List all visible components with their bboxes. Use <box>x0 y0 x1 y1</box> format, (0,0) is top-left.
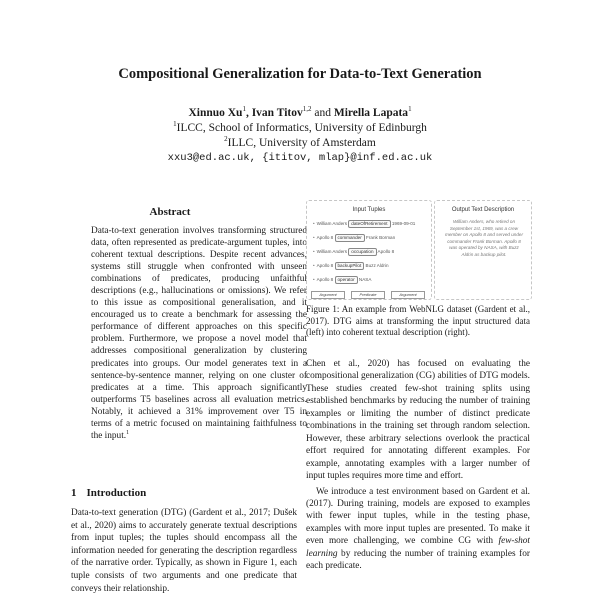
affiliation-1 <box>0 121 600 136</box>
author-1: Xinnuo Xu <box>188 107 243 119</box>
author-2-sup: 1,2 <box>302 105 312 114</box>
tuple-arg2: Frank Borman <box>366 235 396 240</box>
affiliation-1-text: ILCC, School of Informatics, University of Edinburgh <box>176 122 427 134</box>
author-3: Mirella Lapata <box>333 107 409 119</box>
output-description-panel <box>434 200 532 300</box>
input-tuples-title: Input Tuples <box>352 207 386 213</box>
tuple-arg2: 1969-09-01 <box>391 221 416 226</box>
right-paragraph-2-em: few-shot learning <box>306 536 530 559</box>
abstract-body-text: Data-to-text generation involves transforming structured data, often represented as predicate-argument tuples, into coherent textual descriptions. Despite recent advances, systems still struggle when confronted with unseen combinations of predicates, producing unfaithful descriptions (e.g., hallucinations or omissions). We refer to this issue as compositional generalisation, and it encouraged us to create a benchmark for assessing the performance of different approaches on this specific problem. Furthermore, we propose a novel model that addresses compositional generalization by clustering predicates into groups. Our model generates text in a sentence-by-sentence manner, relying on one cluster of predicates at a time. This approach significantly outperforms T5 baselines across all evaluation metrics. Notably, it achieved a 31% improvement over T5 in terms of a metric focused on maintaining faithfulness to the input. <box>91 226 307 441</box>
tuple-predicate: occupation <box>348 248 376 256</box>
tuple-row <box>313 275 371 284</box>
figure-1 <box>306 200 530 300</box>
tuple-predicate: dateOfRetirement <box>348 220 390 228</box>
section-number: 1 <box>71 487 77 499</box>
right-paragraph-2 <box>306 486 530 573</box>
author-sep-1: , <box>245 107 252 119</box>
right-paragraph-2-b: by reducing the number of training examples for each predicate. <box>306 548 530 572</box>
affiliation-2 <box>0 136 600 151</box>
tuple-arg2: Buzz Aldrin <box>365 263 389 268</box>
author-sep-2: and <box>311 107 334 119</box>
tuple-arg2: NASA <box>358 277 372 282</box>
author-names <box>0 106 600 121</box>
right-paragraph-2-a: We introduce a test environment based on Gardent et al. (2017). During training, models are exposed to examples with fewer input tuples, while in the testing phase, examples with more input tuples are presented. To make it even more challenging, we combine CG with <box>306 486 530 547</box>
bullet-icon: • <box>313 249 315 254</box>
output-description-title: Output Text Description <box>451 207 515 213</box>
author-2: Ivan Titov <box>251 107 303 119</box>
tuple-row <box>313 261 389 270</box>
section-title: Introduction <box>86 487 147 499</box>
affiliation-2-text: ILLC, University of Amsterdam <box>227 137 376 149</box>
legend-argument-2: Argument <box>391 291 425 299</box>
legend-argument-1: Argument <box>311 291 345 299</box>
tuple-row <box>313 233 395 242</box>
bullet-icon: • <box>313 221 315 226</box>
abstract-footnote-mark: 1 <box>126 429 130 436</box>
tuple-arg1: Apollo 8 <box>316 235 334 240</box>
bullet-icon: • <box>313 277 315 282</box>
output-description-text: William Anders, who retired on September 1st, 1969, was a crew member on Apollo 8 and served under commander Frank Borman. Apollo 8 was operated by NASA, with Buzz Aldrin as backup pilot. <box>445 219 523 257</box>
tuple-predicate: commander <box>335 234 365 242</box>
author-3-sup: 1 <box>408 105 412 114</box>
tuple-row <box>313 219 415 228</box>
tuple-arg1: Apollo 8 <box>316 263 334 268</box>
author-1-sup: 1 <box>242 105 246 114</box>
affiliation-1-sup: 1 <box>173 120 177 129</box>
tuple-arg2: Apollo 8 <box>377 249 395 254</box>
abstract-text <box>91 225 307 442</box>
paper-title: Compositional Generalization for Data-to-Text Generation <box>118 66 482 82</box>
input-tuples-panel <box>306 200 432 300</box>
tuple-predicate: backupPilot <box>335 262 365 270</box>
introduction-text: Data-to-text generation (DTG) (Gardent et al., 2017; Dušek et al., 2020) aims to accurately generate textual descriptions from input tuples; the tuples should encompass all the information needed for generating the description regardless of the narrative order. Typically, as shown in Figure 1, each tuple consists of two arguments and one predicate that conveys their relationship. <box>71 508 297 594</box>
tuple-arg1: William Anders <box>316 221 347 226</box>
tuple-predicate: operator <box>335 276 358 284</box>
legend-predicate: Predicate <box>351 291 385 299</box>
tuple-row <box>313 247 394 256</box>
right-paragraph-1: Chen et al., 2020) has focused on evaluating the compositional generalization (CG) abilities of DTG models. These studies created few-shot training splits using established benchmarks by reducing the number of training examples or limiting the number of distinct predicate combinations in the training set through random selection. However, these arbitrary selections overlook the practical effort required for annotating different examples. For example, annotating examples with a larger number of input tuples requires more time and effort. <box>306 359 530 482</box>
author-emails: xxu3@ed.ac.uk, {ititov, mlap}@inf.ed.ac.uk <box>167 152 433 164</box>
figure-caption: Figure 1: An example from WebNLG dataset (Gardent et al., 2017). DTG aims at transforming the input structured data (left) into coherent textual description (right). <box>306 304 530 337</box>
right-column-text <box>306 358 530 600</box>
bullet-icon: • <box>313 235 315 240</box>
affiliation-2-sup: 2 <box>224 135 228 144</box>
bullet-icon: • <box>313 263 315 268</box>
tuple-legend <box>311 291 427 299</box>
abstract-heading: Abstract <box>149 206 191 218</box>
introduction-heading <box>71 487 146 499</box>
tuple-arg1: Apollo 8 <box>316 277 334 282</box>
author-block <box>0 106 600 166</box>
tuple-arg1: William Anders <box>316 249 347 254</box>
